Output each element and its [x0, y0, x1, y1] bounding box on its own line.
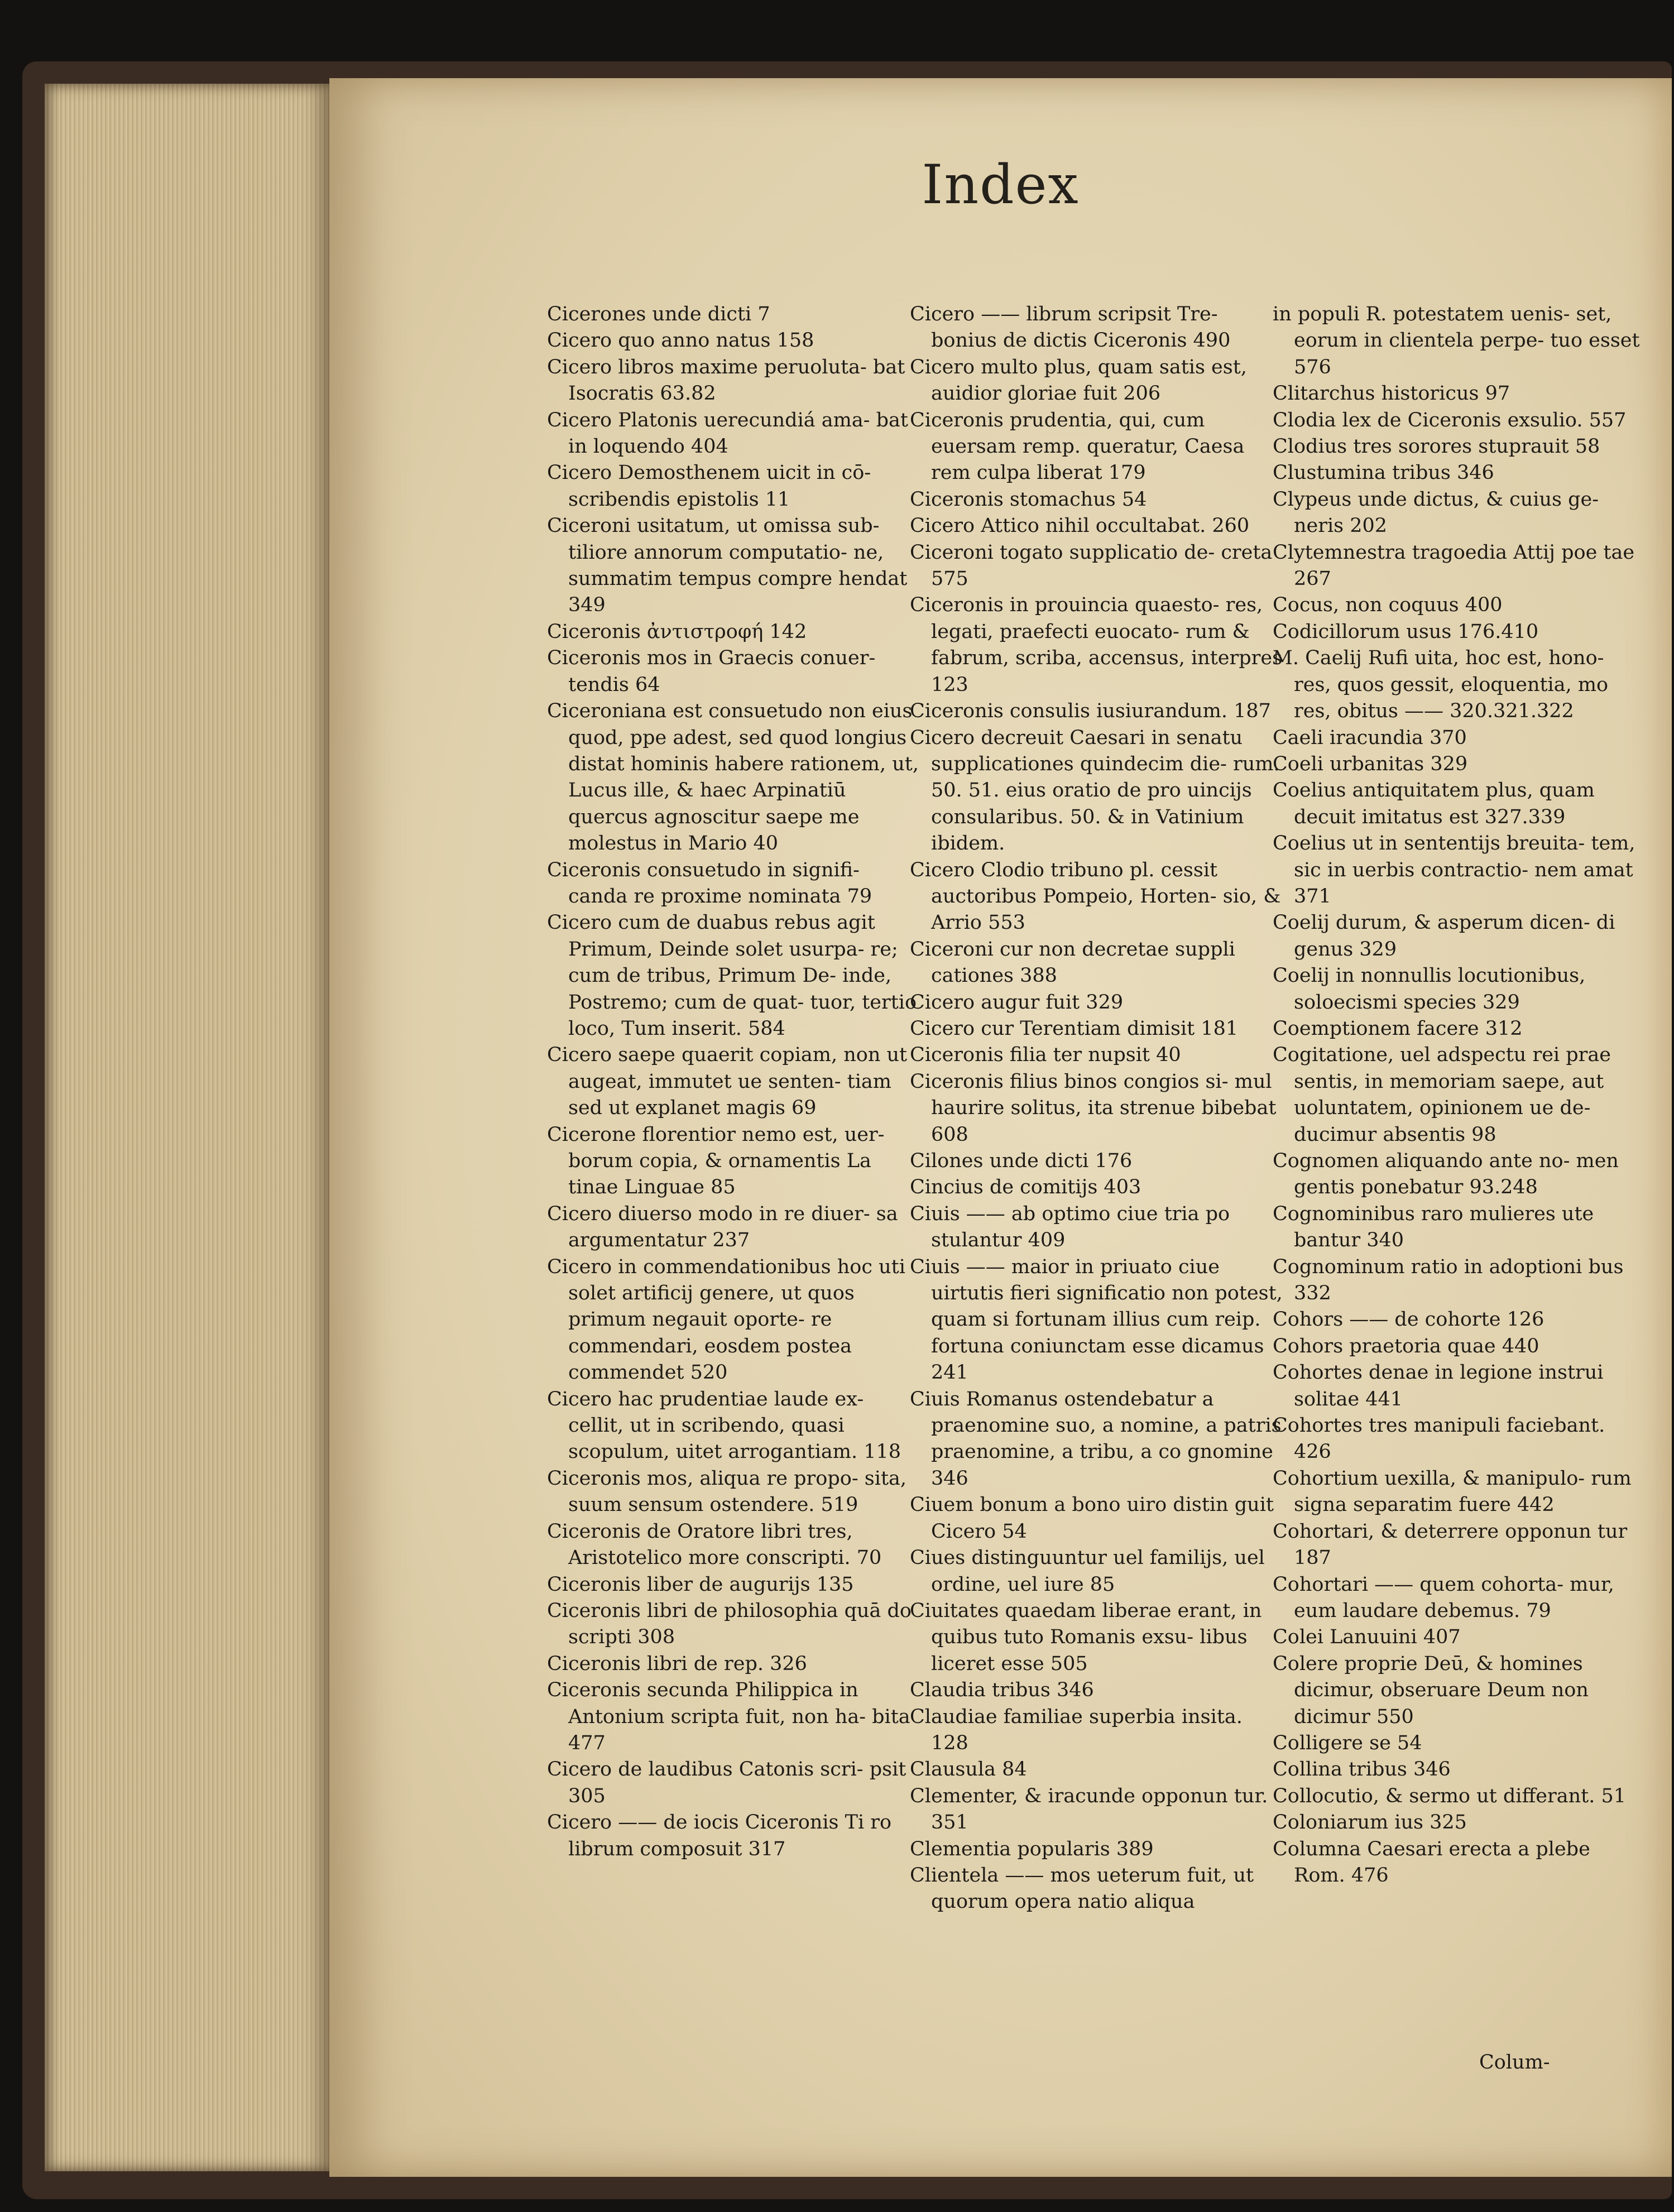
index-entry: Ciuis —— ab optimo ciue tria po stulantur 409	[910, 1202, 1230, 1252]
index-entry: Cicero Platonis uerecundiá ama- bat in loquendo 404	[547, 409, 908, 458]
index-entry: Cicero augur fuit 329	[910, 991, 1124, 1014]
index-entry: Cicero hac prudentiae laude ex- cellit, ut in scribendo, quasi scopulum, uitet arrogantiam. 118	[547, 1388, 901, 1464]
index-entry: Cicero diuerso modo in re diuer- sa argumentatur 237	[547, 1202, 898, 1252]
index-entry: Ciceronis filia ter nupsit 40	[910, 1044, 1181, 1067]
index-entry: Coemptionem facere 312	[1273, 1017, 1523, 1040]
index-entry: Ciceronis ἀντιστροφή 142	[547, 620, 807, 643]
index-entry: Cocus, non coquus 400	[1273, 594, 1503, 617]
index-entry: Cicero de laudibus Catonis scri- psit 305	[547, 1758, 906, 1807]
index-entry: Coelius antiquitatem plus, quam decuit imitatus est 327.339	[1273, 779, 1595, 828]
index-entry: Cicero saepe quaerit copiam, non ut augeat, immutet ue senten- tiam sed ut explanet magis 69	[547, 1044, 908, 1120]
index-entry: Cicero Attico nihil occultabat. 260	[910, 515, 1250, 538]
index-entry: Cogitatione, uel adspectu rei prae sentis, in memoriam saepe, aut uoluntatem, opinionem ue de- ducimur absentis 98	[1273, 1044, 1611, 1146]
index-column-2	[910, 301, 1284, 1916]
index-entry: Cicero cur Terentiam dimisit 181	[910, 1017, 1239, 1040]
index-entry: Cohortes denae in legione instrui solitae 441	[1273, 1361, 1604, 1410]
index-entry: Ciceronis mos, aliqua re propo- sita, suum sensum ostendere. 519	[547, 1467, 906, 1517]
index-entry: Clientela —— mos ueterum fuit, ut quorum opera natio aliqua	[910, 1864, 1254, 1913]
index-entry: Cicero decreuit Caesari in senatu supplicationes quindecim die- rum. 50. 51. eius oratio de pro uincijs consularibus. 50. & in Vatinium ibidem.	[910, 726, 1280, 855]
index-entry: Ciceronis stomachus 54	[910, 488, 1147, 511]
index-entry: Coelij durum, & asperum dicen- di genus 329	[1273, 911, 1615, 961]
index-entry: Clustumina tribus 346	[1273, 462, 1494, 484]
index-entry: Ciuis Romanus ostendebatur a praenomine suo, a nomine, a patris praenomine, a tribu, a co gnomine 346	[910, 1388, 1282, 1490]
index-entry: Ciceronis filius binos congios si- mul haurire solitus, ita strenue bibebat 608	[910, 1070, 1277, 1146]
index-entry: Ciceronis libri de philosophia quā do scripti 308	[547, 1599, 912, 1649]
index-column-1	[547, 301, 921, 1863]
index-entry: Cicerones unde dicti 7	[547, 303, 770, 325]
page-header-title: Index	[922, 153, 1080, 216]
index-entry: Clytemnestra tragoedia Attij poe tae 267	[1273, 541, 1635, 591]
index-entry: Clementia popularis 389	[910, 1837, 1154, 1860]
index-entry: Ciceronis secunda Philippica in Antonium scripta fuit, non ha- bita 477	[547, 1679, 910, 1754]
index-entry: Ciceroni cur non decretae suppli cationes 388	[910, 938, 1235, 987]
index-entry: Cicero Demosthenem uicit in cō- scribendis epistolis 11	[547, 462, 871, 511]
book-page	[329, 78, 1672, 2177]
index-entry: Cognomen aliquando ante no- men gentis ponebatur 93.248	[1273, 1150, 1619, 1199]
index-entry: Cohortes tres manipuli faciebant. 426	[1273, 1414, 1605, 1464]
index-entry: Ciceronis consuetudo in signifi- canda re proxime nominata 79	[547, 858, 872, 908]
index-entry: Cicero libros maxime peruoluta- bat Isocratis 63.82	[547, 356, 905, 405]
index-entry: Collocutio, & sermo ut differant. 51	[1273, 1784, 1627, 1807]
index-entry: Codicillorum usus 176.410	[1273, 620, 1539, 643]
index-entry: Clypeus unde dictus, & cuius ge- neris 202	[1273, 488, 1599, 538]
index-entry: Cicero —— de iocis Ciceronis Ti ro librum composuit 317	[547, 1811, 892, 1860]
page-edges	[45, 84, 329, 2171]
index-entry: Cicero Clodio tribuno pl. cessit auctoribus Pompeio, Horten- sio, & Arrio 553	[910, 858, 1281, 934]
index-entry: Cohortari —— quem cohorta- mur, eum laudare debemus. 79	[1273, 1573, 1614, 1622]
index-entry: Colere proprie Deū, & homines dicimur, obseruare Deum non dicimur 550	[1273, 1652, 1589, 1728]
index-entry: Ciuis —— maior in priuato ciue uirtutis fieri significatio non potest, quam si fortunam illius cum reip. fortuna coniunctam esse dicamus 241	[910, 1255, 1283, 1384]
index-entry: Cognominum ratio in adoptioni bus 332	[1273, 1255, 1624, 1305]
index-entry: Cohortium uexilla, & manipulo- rum signa separatim fuere 442	[1273, 1467, 1632, 1517]
index-entry: Clodia lex de Ciceronis exsulio. 557	[1273, 409, 1627, 431]
index-entry: Cicero in commendationibus hoc uti solet artificij genere, ut quos primum negauit oporte- re commendari, eosdem postea commendet 520	[547, 1255, 905, 1384]
index-entry: Ciuem bonum a bono uiro distin guit Cicero 54	[910, 1494, 1274, 1543]
index-entry: Cilones unde dicti 176	[910, 1150, 1133, 1172]
index-entry: Coloniarum ius 325	[1273, 1811, 1467, 1834]
index-entry: Clodius tres sorores stuprauit 58	[1273, 435, 1600, 458]
index-entry: Coeli urbanitas 329	[1273, 752, 1468, 775]
index-entry: Claudia tribus 346	[910, 1679, 1094, 1702]
index-entry: Cognominibus raro mulieres ute bantur 340	[1273, 1202, 1594, 1252]
index-entry: Claudiae familiae superbia insita. 128	[910, 1705, 1243, 1754]
index-entry: Cicero cum de duabus rebus agit Primum, Deinde solet usurpa- re; cum de tribus, Primum De- inde, Postremo; cum de quat- tuor, tertio loco, Tum inserit. 584	[547, 911, 917, 1040]
index-entry: Ciceronis prudentia, qui, cum euersam remp. queratur, Caesa rem culpa liberat 179	[910, 409, 1245, 484]
catchword: Colum-	[1479, 2051, 1550, 2074]
index-entry: Collina tribus 346	[1273, 1758, 1451, 1781]
index-entry: Cicero multo plus, quam satis est, auidior gloriae fuit 206	[910, 356, 1247, 405]
index-entry: Clementer, & iracunde opponun tur. 351	[910, 1784, 1268, 1834]
index-entry: Clausula 84	[910, 1758, 1027, 1781]
index-entry: Cohors —— de cohorte 126	[1273, 1308, 1545, 1331]
index-entry: Caeli iracundia 370	[1273, 726, 1467, 749]
index-entry: Cohortari, & deterrere opponun tur 187	[1273, 1520, 1628, 1570]
index-entry: Coelius ut in sententijs breuita- tem, sic in uerbis contractio- nem amat 371	[1273, 832, 1635, 908]
index-entry: Ciuitates quaedam liberae erant, in quibus tuto Romanis exsu- libus liceret esse 505	[910, 1599, 1262, 1675]
index-entry: Ciceronis liber de augurijs 135	[547, 1573, 854, 1596]
index-entry: Cicero quo anno natus 158	[547, 329, 814, 352]
index-entry: Clitarchus historicus 97	[1273, 382, 1510, 405]
index-entry: Cicero —— librum scripsit Tre- bonius de dictis Ciceronis 490	[910, 303, 1231, 352]
index-entry: Coelij in nonnullis locutionibus, soloecismi species 329	[1273, 965, 1586, 1014]
index-entry: Ciceroni usitatum, ut omissa sub- tiliore annorum computatio- ne, summatim tempus compre hendat 349	[547, 515, 908, 617]
index-entry: Ciceroni togato supplicatio de- creta 575	[910, 541, 1273, 591]
index-entry: Cicerone florentior nemo est, uer- borum copia, & ornamentis La tinae Linguae 85	[547, 1123, 885, 1199]
index-entry: Ciceronis libri de rep. 326	[547, 1652, 807, 1675]
index-entry: Cohors praetoria quae 440	[1273, 1335, 1539, 1357]
index-entry: Colei Lanuuini 407	[1273, 1626, 1461, 1649]
index-entry: M. Caelij Rufi uita, hoc est, hono- res, quos gessit, eloquentia, mo res, obitus —— 320.321.322	[1273, 647, 1609, 723]
index-entry: Cincius de comitijs 403	[910, 1176, 1141, 1199]
index-column-3	[1273, 301, 1647, 1889]
index-entry: Ciceroniana est consuetudo non eius quod, ppe adest, sed quod longius distat hominis habere rationem, ut, Lucus ille, & haec Arpinatiū quercus agnoscitur saepe me molestus in Mario 40	[547, 700, 919, 855]
index-entry: Ciceronis mos in Graecis conuer- tendis 64	[547, 647, 876, 696]
index-entry: Ciceronis in prouincia quaesto- res, legati, praefecti euocato- rum & fabrum, scriba, accensus, interpres 123	[910, 594, 1283, 696]
index-entry: Ciceronis consulis iusiurandum. 187	[910, 700, 1271, 723]
index-entry: Columna Caesari erecta a plebe Rom. 476	[1273, 1837, 1590, 1887]
index-entry: in populi R. potestatem uenis- set, eorum in clientela perpe- tuo esset 576	[1273, 303, 1640, 378]
index-entry: Colligere se 54	[1273, 1731, 1422, 1754]
index-entry: Ciues distinguuntur uel familijs, uel ordine, uel iure 85	[910, 1547, 1265, 1596]
index-entry: Ciceronis de Oratore libri tres, Aristotelico more conscripti. 70	[547, 1520, 882, 1570]
